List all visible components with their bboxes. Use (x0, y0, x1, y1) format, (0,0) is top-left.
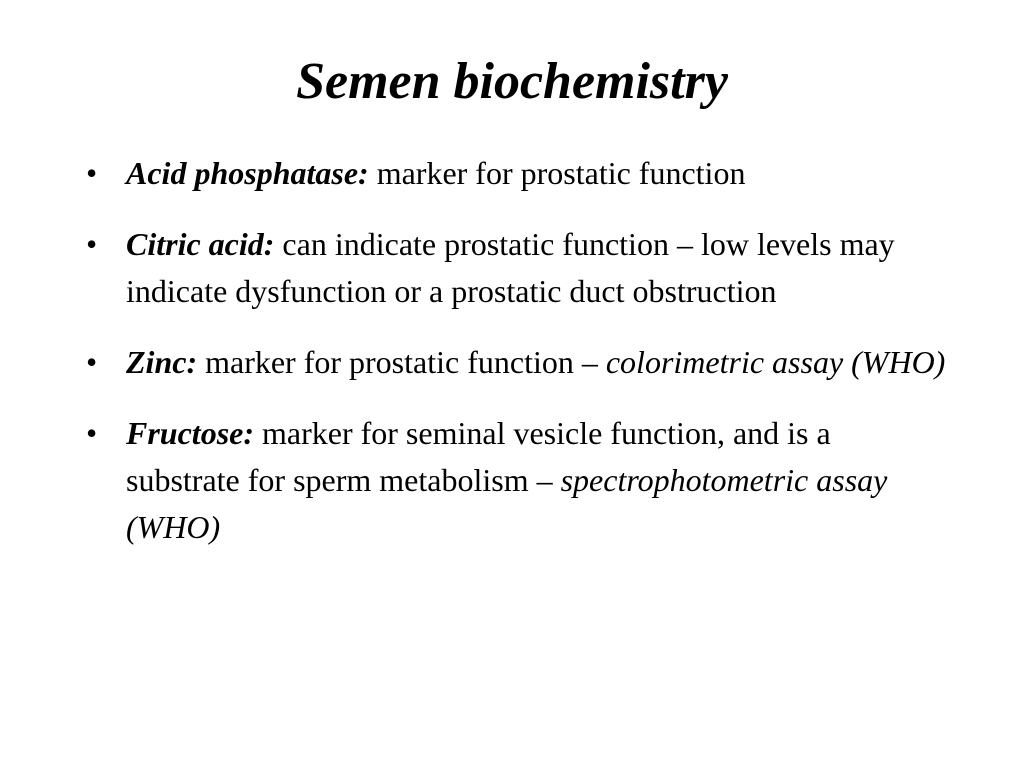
bullet-item-acid-phosphatase (86, 150, 946, 197)
bullet-icon: • (86, 415, 98, 451)
bullet-term: Citric acid: (126, 226, 275, 262)
bullet-item-zinc (86, 339, 946, 386)
bullet-description: marker for seminal vesicle function, and is a substrate for sperm metabolism – (126, 415, 831, 498)
bullet-description: marker for prostatic function – (205, 344, 598, 380)
bullet-item-citric-acid (86, 221, 946, 315)
slide-title: Semen biochemistry (296, 53, 728, 110)
bullet-description: marker for prostatic function (376, 155, 746, 191)
bullet-term: Fructose: (126, 415, 254, 451)
bullet-description: can indicate prostatic function – low levels may indicate dysfunction or a prostatic duct obstruction (126, 226, 895, 309)
bullet-method: spectrophotometric assay (WHO) (126, 462, 888, 545)
bullet-term: Acid phosphatase: (126, 155, 369, 191)
bullet-icon: • (86, 344, 98, 380)
bullet-icon: • (86, 226, 98, 262)
bullet-method: colorimetric assay (WHO) (605, 344, 946, 380)
bullet-item-fructose (86, 410, 946, 551)
bullet-term: Zinc: (126, 344, 198, 380)
bullet-list (86, 150, 946, 575)
bullet-icon: • (86, 155, 98, 191)
